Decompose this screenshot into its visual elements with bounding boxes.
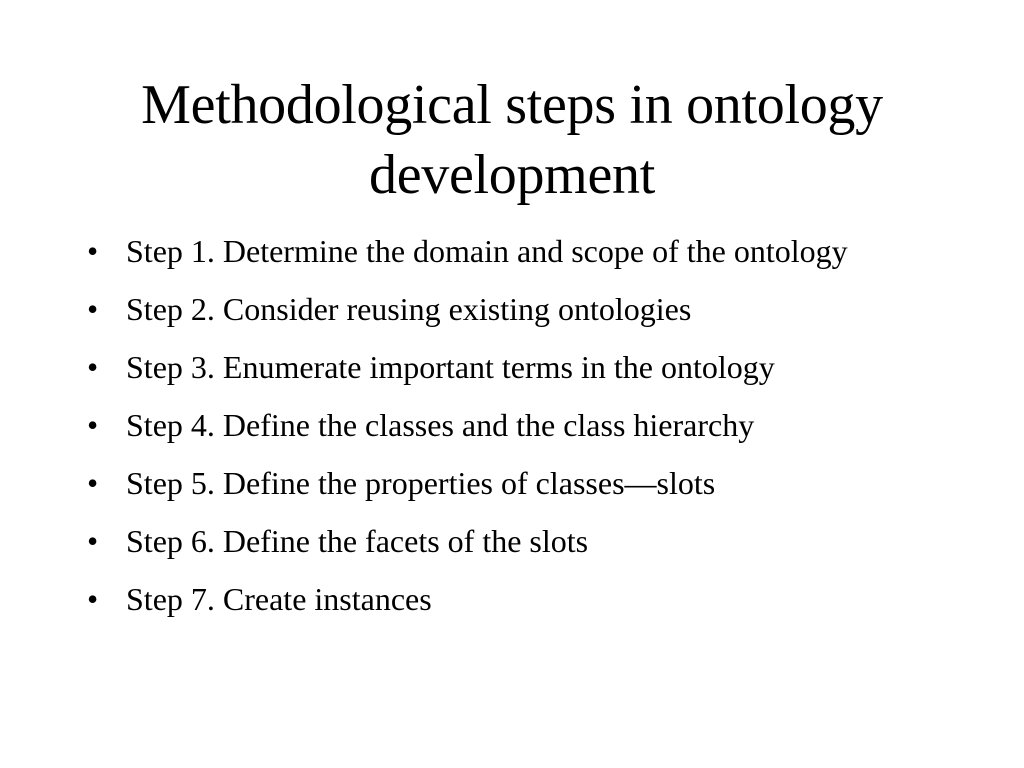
list-item <box>80 228 960 274</box>
slide-title: Methodological steps in ontology development <box>141 74 883 206</box>
bullet-text: Step 4. Define the classes and the class hierarchy <box>126 407 755 443</box>
list-item <box>80 518 960 564</box>
bullet-icon: • <box>87 581 99 617</box>
bullet-icon: • <box>87 233 99 269</box>
bullet-icon: • <box>87 291 99 327</box>
list-item <box>80 402 960 448</box>
bullet-text: Step 6. Define the facets of the slots <box>126 523 589 559</box>
list-item <box>80 344 960 390</box>
list-item <box>80 286 960 332</box>
bullet-text: Step 7. Create instances <box>126 581 432 617</box>
bullet-text: Step 5. Define the properties of classes—slots <box>126 465 716 501</box>
bullet-list <box>80 228 960 634</box>
list-item <box>80 576 960 622</box>
bullet-icon: • <box>87 523 99 559</box>
bullet-text: Step 2. Consider reusing existing ontologies <box>126 291 692 327</box>
bullet-icon: • <box>87 349 99 385</box>
bullet-icon: • <box>87 465 99 501</box>
bullet-text: Step 1. Determine the domain and scope of the ontology <box>126 233 848 269</box>
list-item <box>80 460 960 506</box>
bullet-text: Step 3. Enumerate important terms in the ontology <box>126 349 775 385</box>
bullet-icon: • <box>87 407 99 443</box>
